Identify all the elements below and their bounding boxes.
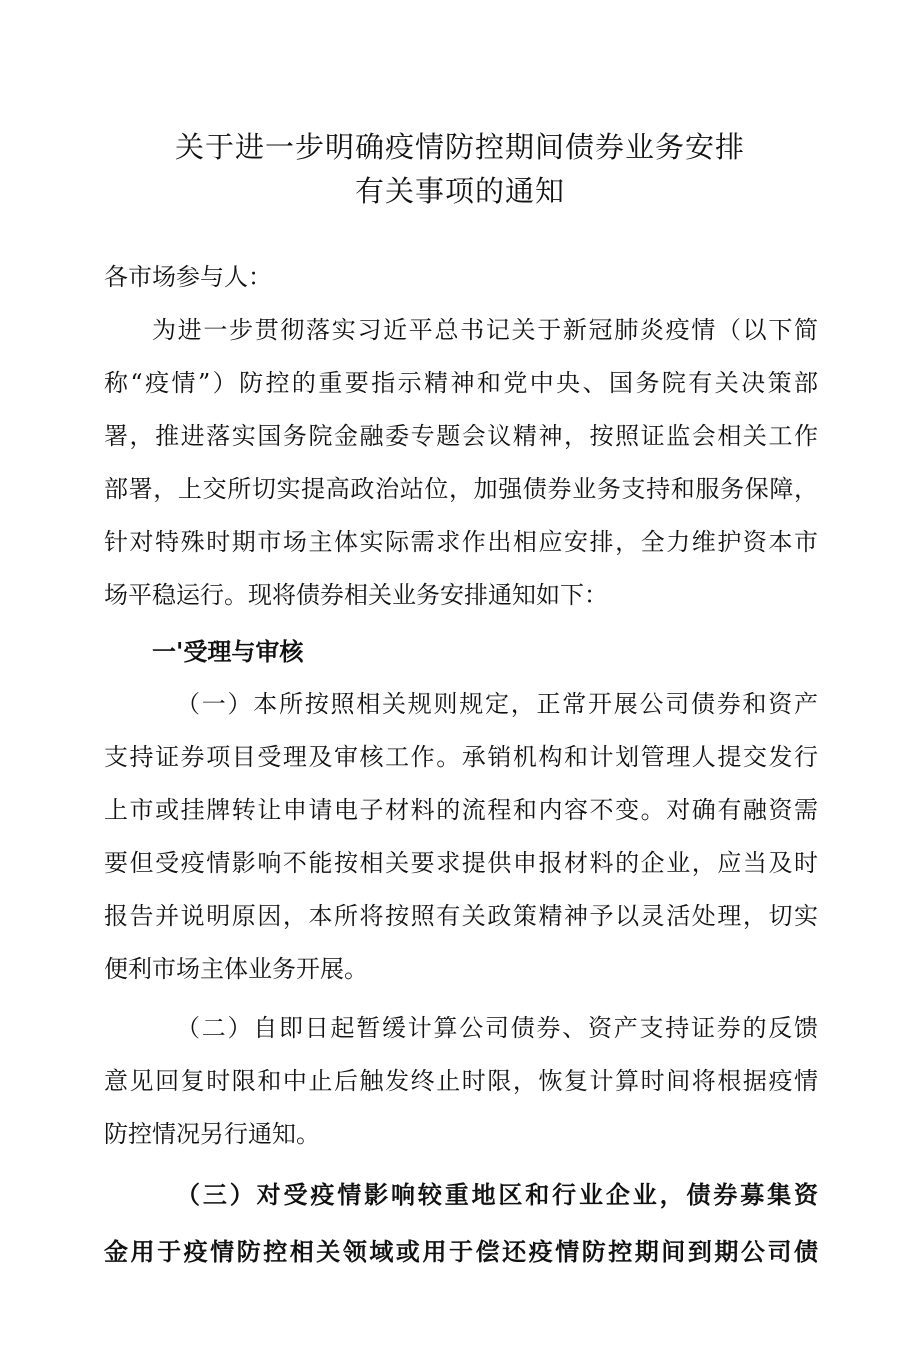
salutation: 各市场参与人：	[104, 263, 272, 291]
item3-line: 金用于疫情防控相关领域或用于偿还疫情防控期间到期公司债	[104, 1237, 818, 1266]
item1-line: 便利市场主体业务开展。	[104, 955, 368, 983]
document-title-line-1: 关于进一步明确疫情防控期间债券业务安排	[174, 130, 745, 164]
intro-line: 部署，上交所切实提高政治站位，加强债券业务支持和服务保障，	[104, 475, 818, 503]
intro-line: 针对特殊时期市场主体实际需求作出相应安排，全力维护资本市	[104, 528, 818, 556]
item1-line: 要但受疫情影响不能按相关要求提供申报材料的企业，应当及时	[104, 849, 818, 877]
intro-line: 署，推进落实国务院金融委专题会议精神，按照证监会相关工作	[104, 422, 818, 450]
intro-line: 场平稳运行。现将债券相关业务安排通知如下：	[104, 581, 608, 609]
intro-line: 称“疫情”）防控的重要指示精神和党中央、国务院有关决策部	[104, 369, 818, 397]
item2-line: （二）自即日起暂缓计算公司债券、资产支持证券的反馈	[176, 1014, 818, 1042]
item3-line: （三）对受疫情影响较重地区和行业企业，债券募集资	[176, 1180, 818, 1209]
item2-line: 防控情况另行通知。	[104, 1120, 320, 1148]
item1-line: 上市或挂牌转让申请电子材料的流程和内容不变。对确有融资需	[104, 796, 818, 824]
intro-line: 为进一步贯彻落实习近平总书记关于新冠肺炎疫情（以下简	[152, 316, 818, 344]
item2-line: 意见回复时限和中止后触发终止时限，恢复计算时间将根据疫情	[104, 1067, 818, 1095]
item1-line: 支持证券项目受理及审核工作。承销机构和计划管理人提交发行	[104, 743, 818, 771]
item1-line: （一）本所按照相关规则规定，正常开展公司债券和资产	[176, 690, 818, 718]
section-heading: 一'受理与审核	[152, 637, 304, 666]
item1-line: 报告并说明原因，本所将按照有关政策精神予以灵活处理，切实	[104, 902, 818, 930]
document-title-line-2: 有关事项的通知	[354, 174, 565, 208]
